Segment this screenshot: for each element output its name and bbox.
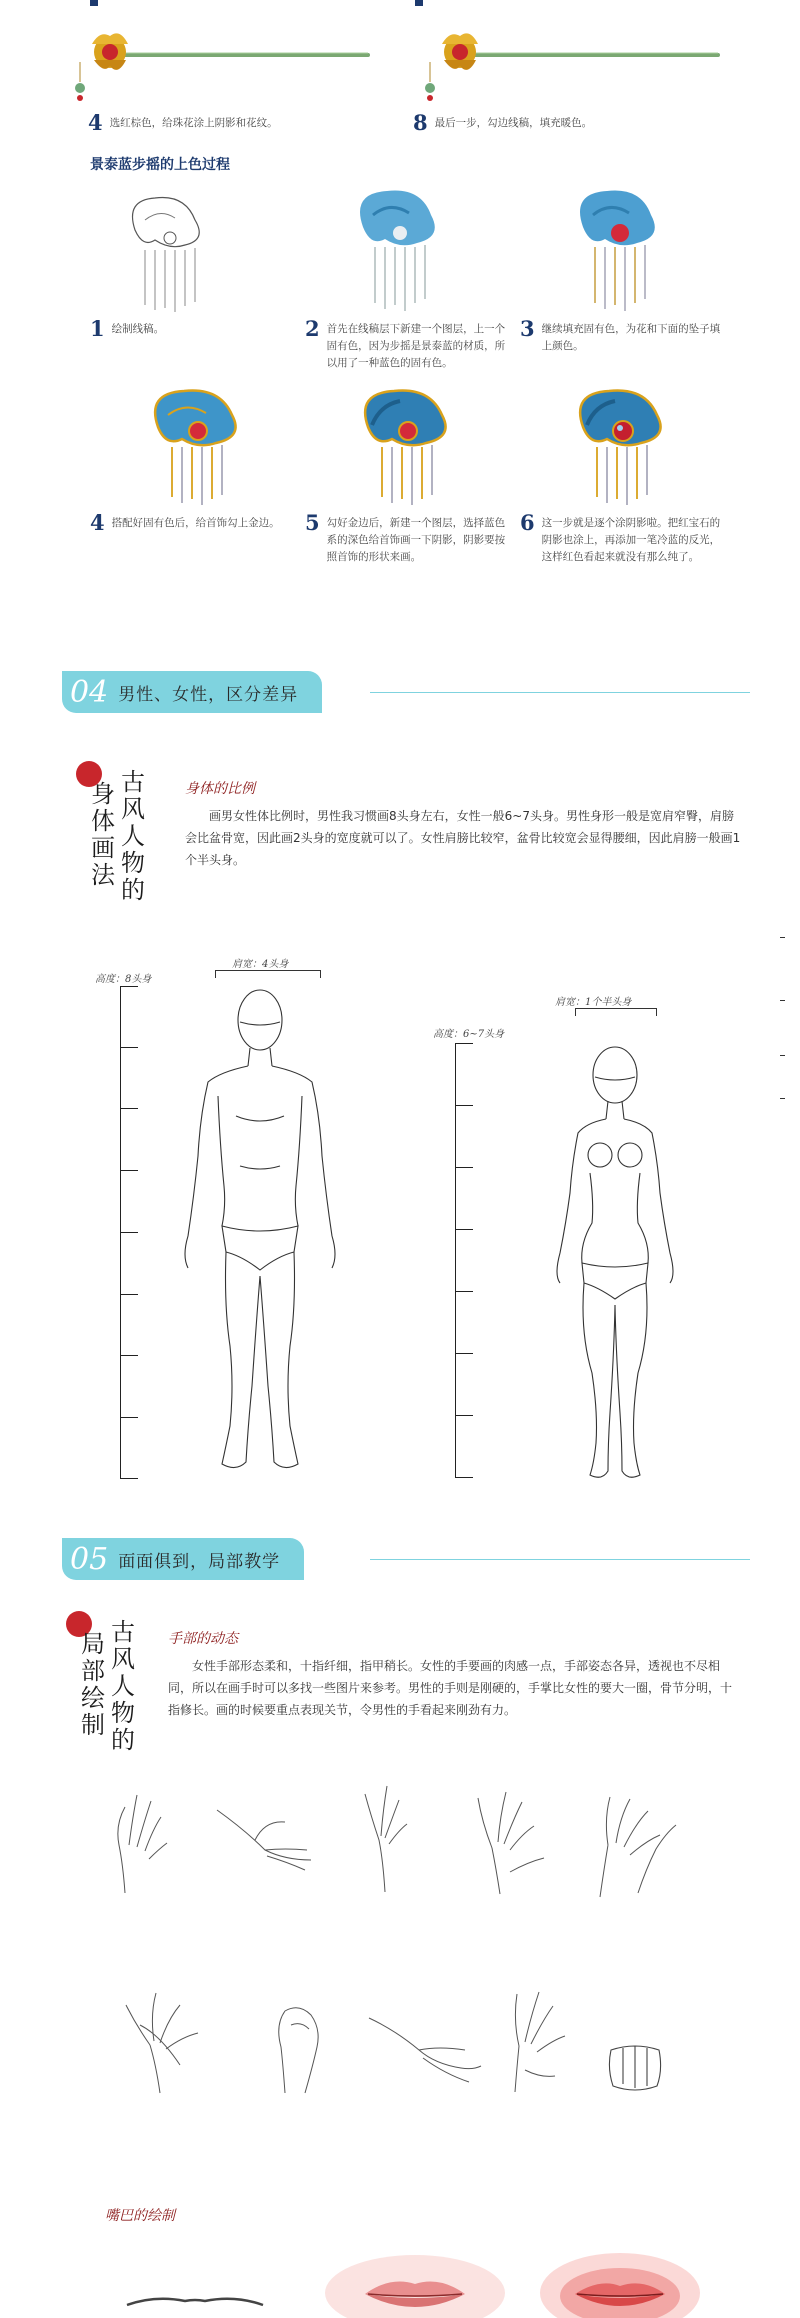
hand-dynamics-subtitle: 手部的动态 [168,1631,238,1647]
logo-column-left: 局 部 绘 制 [81,1630,105,1739]
section-number: 04 [70,674,109,710]
page-edge-mark [780,1098,785,1099]
logo-column-right: 古 风 人 物 的 [111,1618,135,1754]
ruler-tick [455,1167,473,1168]
buyao-gold-edge-illustration [140,385,260,510]
hand-sketch [105,1785,175,1895]
step-number: 1 [90,316,105,341]
section-title: 面面俱到，局部教学 [118,1551,281,1572]
cropped-step-marks [90,0,98,6]
section-04-banner [62,671,322,713]
step-number: 3 [520,316,535,341]
ruler-tick [120,1108,138,1109]
step-number: 4 [90,510,105,535]
hairpin-illustration-right [420,0,720,110]
banner-divider [370,1559,750,1560]
lips-lineart [125,2285,265,2318]
cropped-step-marks [415,0,423,6]
male-width-label: 肩宽：4头身 [232,959,289,970]
ruler-tick [120,1047,138,1048]
section-title: 男性、女性，区分差异 [118,684,299,705]
book-logo-parts [60,1605,156,1775]
buyao-step [90,512,280,534]
step-text: 继续填充固有色，为花和下面的坠子填上颜色。 [541,323,721,352]
ruler-tick [455,1105,473,1106]
male-body-sketch [160,986,360,1481]
buyao-flower-color-illustration [565,185,675,320]
hand-dynamics-paragraph: 女性手部形态柔和，十指纤细，指甲稍长。女性的手要画的肉感一点，手部姿态各异，透视也不尽相同，所以在画手时可以多找一些图片来参考。男性的手则是刚硬的，手掌比女性的要大一圈，骨节分明，十指修长。画的时候要重点表现关节，令男性的手看起来刚劲有力。 [168,1659,733,1717]
buyao-base-color-illustration [345,185,455,320]
step-number: 4 [88,110,103,135]
step-text: 这一步就是逐个涂阴影啦。把红宝石的阴影也涂上，再添加一笔冷蓝的反光，这样红色看起来就没有那么纯了。 [541,517,721,563]
buyao-shadow-illustration [350,385,470,510]
ruler-tick [120,1170,138,1171]
female-width-bracket [575,1008,657,1016]
step-text: 勾好金边后，新建一个图层，选择蓝色系的深色给首饰画一下阴影，阴影要按照首饰的形状来画。 [326,517,506,563]
buyao-step [305,512,510,566]
page-edge-mark [780,1000,785,1001]
step-text: 绘制线稿。 [111,323,165,335]
hairpin-step [88,112,408,134]
ruler-tick [120,1232,138,1233]
hand-sketch [470,1782,550,1897]
book-logo-body [70,755,166,925]
hand-sketch [120,1985,210,2095]
banner-box [62,1538,304,1580]
ruler-tick [120,1294,138,1295]
ruler-tick [120,1478,138,1479]
ruler-tick [120,1417,138,1418]
step-text: 选红棕色，给珠花涂上阴影和花纹。 [109,117,278,129]
ruler-tick [455,1291,473,1292]
ruler-tick [120,1355,138,1356]
buyao-step [520,512,725,566]
ruler-tick [120,986,138,987]
lips-color-1 [320,2238,510,2318]
section-05-banner [62,1538,304,1580]
page-edge-mark [780,937,785,938]
hand-sketch [215,1800,315,1880]
step-number: 8 [413,110,428,135]
buyao-heading: 景泰蓝步摇的上色过程 [90,157,230,173]
step-number: 6 [520,510,535,535]
step-text: 首先在线稿层下新建一个图层，上一个固有色，因为步摇是景泰蓝的材质，所以用了一种蓝色的固有色。 [326,323,506,369]
lips-color-2 [525,2238,715,2318]
female-width-label: 肩宽：1个半头身 [555,997,632,1008]
male-width-bracket [215,970,321,978]
page-edge-mark [780,1055,785,1056]
ruler-tick [455,1415,473,1416]
hand-sketch [355,1780,415,1895]
buyao-lineart-illustration [115,190,225,320]
banner-box [62,671,322,713]
banner-divider [370,692,750,693]
hand-sketch [255,1985,335,2095]
logo-column-right: 古 风 人 物 的 [121,768,145,904]
hairpin-step [413,112,733,134]
buyao-step [520,318,725,355]
hairpin-illustration-left [70,0,370,110]
buyao-step [90,318,280,340]
hand-sketch [495,1980,575,2095]
female-height-ruler [455,1043,456,1478]
lips-drawing-subtitle: 嘴巴的绘制 [105,2208,175,2224]
body-proportion-subtitle: 身体的比例 [185,781,255,797]
fist-sketch [605,2040,665,2095]
ruler-tick [455,1353,473,1354]
step-text: 搭配好固有色后，给首饰勾上金边。 [111,517,280,529]
logo-column-left: 身 体 画 法 [91,780,115,889]
section-number: 05 [70,1541,109,1577]
ruler-tick [455,1477,473,1478]
female-height-label: 高度：6~7头身 [433,1029,505,1040]
ruler-tick [455,1043,473,1044]
step-text: 最后一步，勾边线稿，填充暖色。 [434,117,593,129]
buyao-final-illustration [565,385,685,510]
hand-sketch [590,1785,680,1900]
female-body-sketch [520,1043,710,1483]
step-number: 5 [305,510,320,535]
body-proportion-paragraph: 画男女性体比例时，男性我习惯画8头身左右，女性一般6~7头身。男性身形一般是宽肩窄臀，肩膀会比盆骨宽，因此画2头身的宽度就可以了。女性肩膀比较窄，盆骨比较宽会显得腰细，因此肩膀一般画1个半头身。 [185,809,741,867]
ruler-tick [455,1229,473,1230]
hand-sketch [365,2010,485,2090]
step-number: 2 [305,316,320,341]
buyao-step [305,318,510,372]
male-height-label: 高度：8头身 [95,974,152,985]
